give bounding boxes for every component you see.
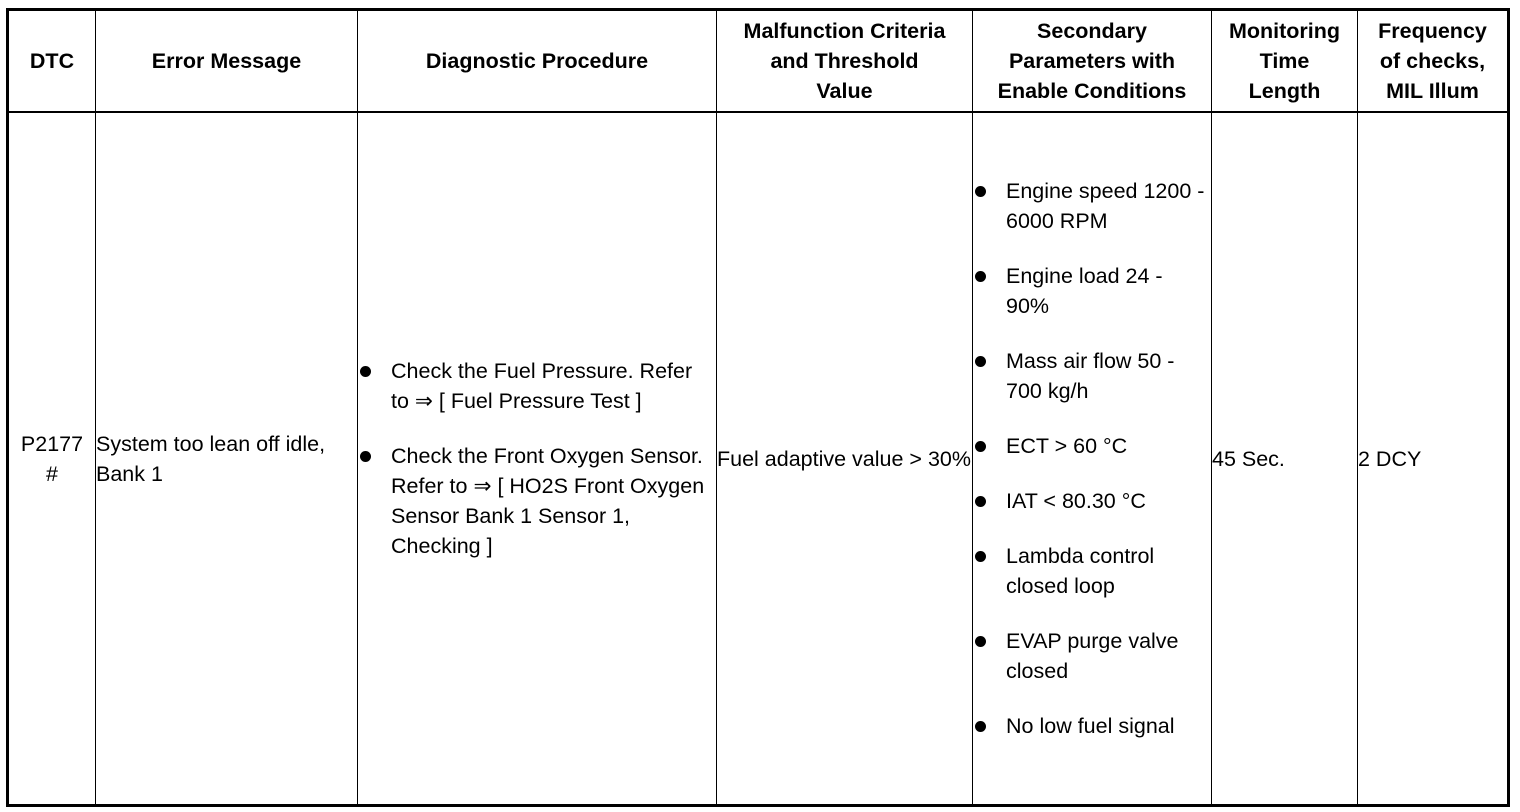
procedure-list [358,356,716,561]
frequency-cell [1358,112,1509,806]
table-row [8,112,1509,806]
list-item: IAT < 80.30 °C [973,486,1211,516]
secondary-parameters-cell [973,112,1212,806]
list-item: Check the Fuel Pressure. Refer to ⇒ [ Fuel Pressure Test ] [358,356,716,416]
header-secondary-parameters: Secondary Parameters with Enable Conditions [973,10,1212,113]
error-message-cell [96,112,358,806]
header-malfunction-criteria: Malfunction Criteria and Threshold Value [717,10,973,113]
header-monitoring-time: Monitoring Time Length [1212,10,1358,113]
list-item: Mass air flow 50 - 700 kg/h [973,346,1211,406]
header-error-message: Error Message [96,10,358,113]
monitoring-time-cell [1212,112,1358,806]
list-item: ECT > 60 °C [973,431,1211,461]
dtc-code: P2177 [20,431,84,456]
secondary-list [973,176,1211,741]
list-item: Engine load 24 - 90% [973,261,1211,321]
monitoring-time: 45 Sec. [1212,446,1285,471]
dtc-suffix: # [46,461,58,486]
header-row [8,10,1509,113]
list-item: Engine speed 1200 - 6000 RPM [973,176,1211,236]
dtc-table [6,8,1510,807]
header-frequency: Frequency of checks, MIL Illum [1358,10,1509,113]
frequency: 2 DCY [1358,446,1422,471]
criteria-cell [717,112,973,806]
header-diagnostic-procedure: Diagnostic Procedure [358,10,717,113]
list-item: EVAP purge valve closed [973,626,1211,686]
list-item: Lambda control closed loop [973,541,1211,601]
dtc-code-cell [8,112,96,806]
list-item: Check the Front Oxygen Sensor. Refer to ⇒ [ HO2S Front Oxygen Sensor Bank 1 Sensor 1, Checking ] [358,441,716,561]
list-item: No low fuel signal [973,711,1211,741]
criteria-value: Fuel adaptive value > 30% [717,446,971,471]
error-message: System too lean off idle, Bank 1 [96,431,326,486]
procedure-cell [358,112,717,806]
header-dtc: DTC [8,10,96,113]
